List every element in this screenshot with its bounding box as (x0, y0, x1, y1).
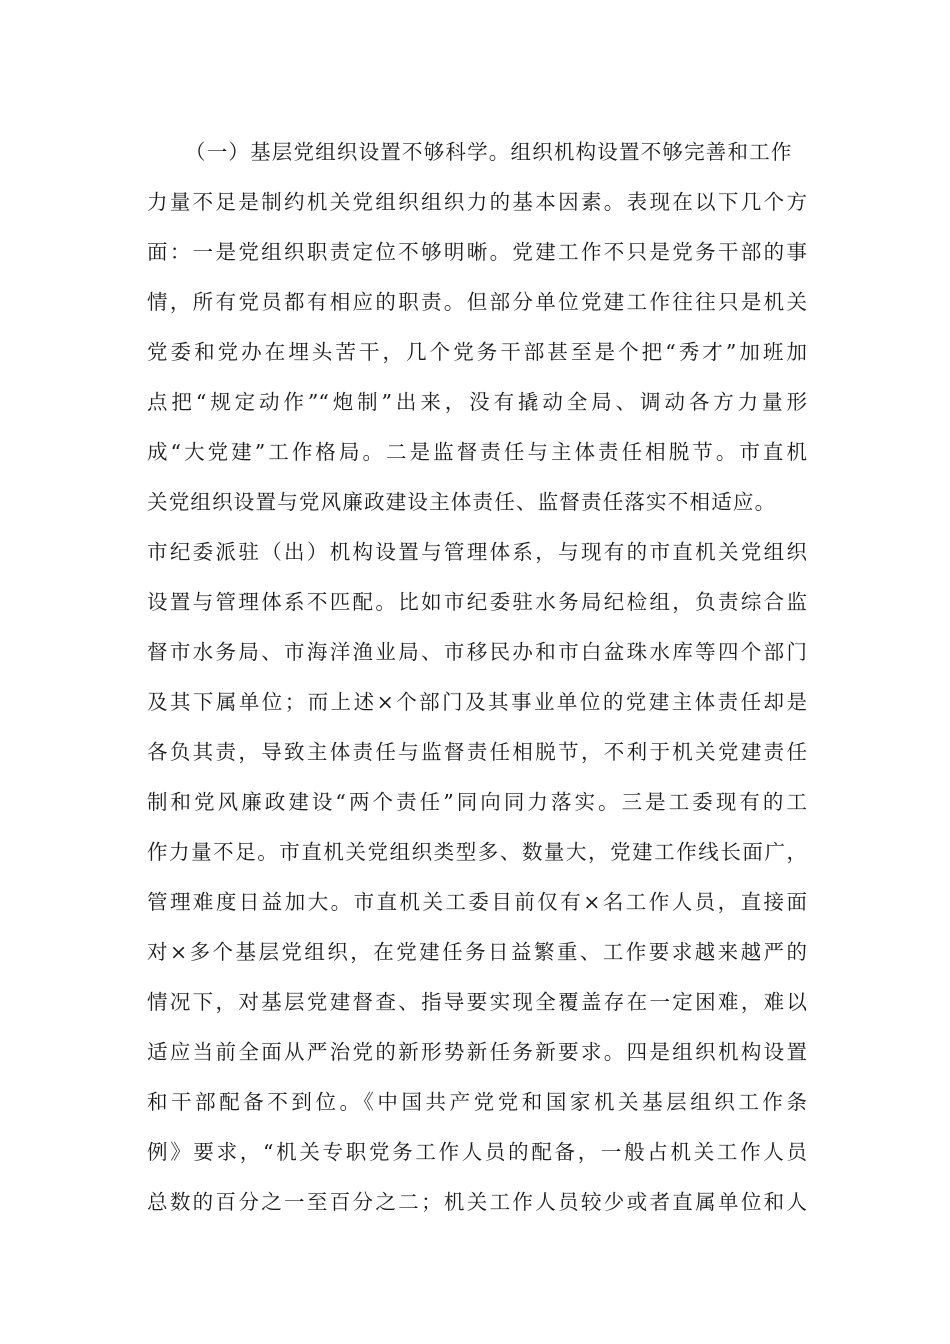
text-line: 市纪委派驻（出）机构设置与管理体系，与现有的市直机关党组织 (147, 540, 807, 564)
text-line: 适应当前全面从严治党的新形势新任务新要求。四是组织机构设置 (147, 1040, 807, 1064)
text-line: 总数的百分之一至百分之二；机关工作人员较少或者直属单位和人 (147, 1190, 807, 1214)
text-line: 管理难度日益加大。市直机关工委目前仅有×名工作人员，直接面 (147, 890, 807, 914)
text-line: 及其下属单位；而上述×个部门及其事业单位的党建主体责任却是 (147, 690, 807, 714)
text-line: 点把“规定动作”“炮制”出来，没有撬动全局、调动各方力量形 (147, 390, 807, 414)
text-line: 和干部配备不到位。《中国共产党党和国家机关基层组织工作条 (147, 1090, 807, 1114)
body-text (147, 132, 807, 1232)
text-line: 设置与管理体系不匹配。比如市纪委驻水务局纪检组，负责综合监 (147, 590, 807, 614)
text-line: 作力量不足。市直机关党组织类型多、数量大，党建工作线长面广， (147, 840, 807, 864)
text-line: 督市水务局、市海洋渔业局、市移民办和市白盆珠水库等四个部门 (147, 640, 807, 664)
text-line: 例》要求，“机关专职党务工作人员的配备，一般占机关工作人员 (147, 1140, 807, 1164)
text-line: 情况下，对基层党建督查、指导要实现全覆盖存在一定困难，难以 (147, 990, 807, 1014)
text-line: 党委和党办在埋头苦干，几个党务干部甚至是个把“秀才”加班加 (147, 340, 807, 364)
text-line: 制和党风廉政建设“两个责任”同向同力落实。三是工委现有的工 (147, 790, 807, 814)
text-line: 对×多个基层党组织，在党建任务日益繁重、工作要求越来越严的 (147, 940, 807, 964)
text-line: 力量不足是制约机关党组织组织力的基本因素。表现在以下几个方 (147, 190, 807, 214)
text-line: （一）基层党组织设置不够科学。组织机构设置不够完善和工作 (185, 140, 793, 164)
text-line: 情，所有党员都有相应的职责。但部分单位党建工作往往只是机关 (147, 290, 807, 314)
text-line: 成“大党建”工作格局。二是监督责任与主体责任相脱节。市直机 (147, 440, 807, 464)
text-line: 面：一是党组织职责定位不够明晰。党建工作不只是党务干部的事 (147, 240, 807, 264)
text-line: 关党组织设置与党风廉政建设主体责任、监督责任落实不相适应。 (147, 490, 777, 514)
text-line: 各负其责，导致主体责任与监督责任相脱节，不利于机关党建责任 (147, 740, 807, 764)
